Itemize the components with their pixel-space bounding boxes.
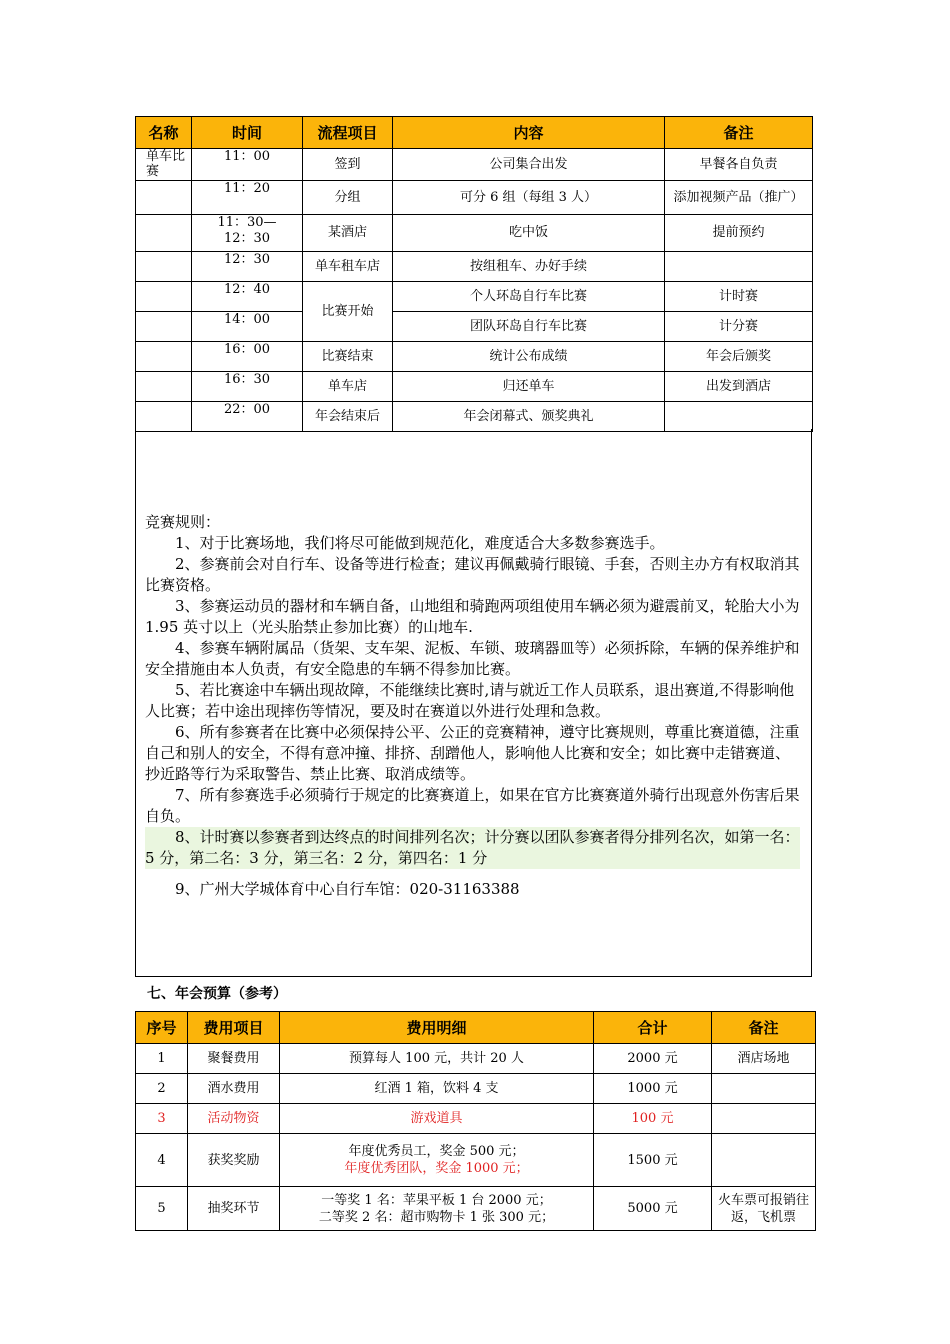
time-cell: 22：00 <box>192 402 303 432</box>
table-row <box>136 402 813 432</box>
process-cell: 单车店 <box>303 372 393 402</box>
table-row <box>136 1134 816 1187</box>
table-row <box>136 312 813 342</box>
rules-heading: 竞赛规则： <box>145 513 221 531</box>
content-cell: 可分 6 组（每组 3 人） <box>393 181 665 215</box>
header-content: 内容 <box>393 117 665 149</box>
table-row <box>136 1074 816 1104</box>
time-cell: 12：40 <box>192 282 303 312</box>
process-cell: 某酒店 <box>303 215 393 252</box>
process-cell: 分组 <box>303 181 393 215</box>
note-cell: 出发到酒店 <box>665 372 813 402</box>
header-note: 备注 <box>665 117 813 149</box>
item-cell: 抽奖环节 <box>188 1187 280 1231</box>
content-cell: 个人环岛自行车比赛 <box>393 282 665 312</box>
rule-item: 2、参赛前会对自行车、设备等进行检查；建议再佩戴骑行眼镜、手套，否则主办方有权取消其比赛资格。 <box>145 555 800 594</box>
rule-item: 8、计时赛以参赛者到达终点的时间排列名次；计分赛以团队参赛者得分排列名次，如第一名：5 分，第二名：3 分，第三名：2 分，第四名：1 分 <box>145 828 800 867</box>
rule-item: 3、参赛运动员的器材和车辆自备，山地组和骑跑两项组使用车辆必须为避震前叉，轮胎大小为 1.95 英寸以上（光头胎禁止参加比赛）的山地车. <box>145 597 800 636</box>
no-cell: 5 <box>136 1187 188 1231</box>
note-cell: 计分赛 <box>665 312 813 342</box>
budget-header-row <box>136 1012 816 1044</box>
note-cell <box>665 252 813 282</box>
content-cell: 统计公布成绩 <box>393 342 665 372</box>
schedule-header-row <box>136 117 813 149</box>
content-cell: 吃中饭 <box>393 215 665 252</box>
detail-cell: 游戏道具 <box>280 1104 594 1134</box>
detail-line: 二等奖 2 名：超市购物卡 1 张 300 元； <box>318 1209 555 1225</box>
note-cell: 早餐各自负责 <box>665 149 813 181</box>
header-process: 流程项目 <box>303 117 393 149</box>
note-cell: 计时赛 <box>665 282 813 312</box>
item-cell: 获奖奖励 <box>188 1134 280 1187</box>
header-item: 费用项目 <box>188 1012 280 1044</box>
time-cell: 11：00 <box>192 149 303 181</box>
content-cell: 归还单车 <box>393 372 665 402</box>
note-cell: 火车票可报销往返，飞机票 <box>712 1187 816 1231</box>
time-cell: 11：20 <box>192 181 303 215</box>
rule-item: 6、所有参赛者在比赛中必须保持公平、公正的竞赛精神，遵守比赛规则，尊重比赛道德，注重自己和别人的安全，不得有意冲撞、排挤、刮蹭他人，影响他人比赛和安全；如比赛中走错赛道、抄近路等行为采取警告、禁止比赛、取消成绩等。 <box>145 723 800 783</box>
total-cell: 100 元 <box>594 1104 712 1134</box>
note-cell: 添加视频产品（推广） <box>665 181 813 215</box>
table-row <box>136 252 813 282</box>
detail-cell: 红酒 1 箱，饮料 4 支 <box>280 1074 594 1104</box>
total-cell: 1000 元 <box>594 1074 712 1104</box>
rule-item: 7、所有参赛选手必须骑行于规定的比赛赛道上，如果在官方比赛赛道外骑行出现意外伤害后果自负。 <box>145 786 800 825</box>
process-cell: 比赛结束 <box>303 342 393 372</box>
process-cell: 年会结束后 <box>303 402 393 432</box>
table-row <box>136 181 813 215</box>
time-cell: 14：00 <box>192 312 303 342</box>
table-row <box>136 342 813 372</box>
content-cell: 按组租车、办好手续 <box>393 252 665 282</box>
rule-item: 4、参赛车辆附属品（货架、支车架、泥板、车锁、玻璃器皿等）必须拆除，车辆的保养维护和安全措施由本人负责，有安全隐患的车辆不得参加比赛。 <box>145 639 800 678</box>
content-cell: 公司集合出发 <box>393 149 665 181</box>
process-cell: 单车租车店 <box>303 252 393 282</box>
no-cell: 4 <box>136 1134 188 1187</box>
no-cell: 2 <box>136 1074 188 1104</box>
note-cell <box>712 1134 816 1187</box>
rules-section <box>145 512 800 900</box>
item-cell: 活动物资 <box>188 1104 280 1134</box>
detail-line: 一等奖 1 名：苹果平板 1 台 2000 元； <box>321 1192 552 1208</box>
table-row <box>136 1187 816 1231</box>
process-cell: 签到 <box>303 149 393 181</box>
note-cell <box>665 402 813 432</box>
budget-title: 七、年会预算（参考） <box>147 986 287 1002</box>
detail-cell: 预算每人 100 元，共计 20 人 <box>280 1044 594 1074</box>
total-cell: 2000 元 <box>594 1044 712 1074</box>
time-cell: 12：30 <box>192 252 303 282</box>
process-cell: 比赛开始 <box>303 282 393 342</box>
rule-item: 1、对于比赛场地，我们将尽可能做到规范化，难度适合大多数参赛选手。 <box>175 534 665 552</box>
header-note: 备注 <box>712 1012 816 1044</box>
detail-line: 年度优秀员工，奖金 500 元； <box>348 1144 525 1159</box>
note-cell: 年会后颁奖 <box>665 342 813 372</box>
time-cell: 16：00 <box>192 342 303 372</box>
header-total: 合计 <box>594 1012 712 1044</box>
detail-cell <box>280 1187 594 1231</box>
rule-item: 9、广州大学城体育中心自行车馆：020-31163388 <box>175 880 520 898</box>
table-row <box>136 282 813 312</box>
total-cell: 5000 元 <box>594 1187 712 1231</box>
note-cell <box>712 1104 816 1134</box>
table-row <box>136 215 813 252</box>
no-cell: 1 <box>136 1044 188 1074</box>
header-time: 时间 <box>192 117 303 149</box>
rule-item: 5、若比赛途中车辆出现故障，不能继续比赛时,请与就近工作人员联系，退出赛道,不得影响他人比赛；若中途出现摔伤等情况，要及时在赛道以外进行处理和急救。 <box>145 681 795 720</box>
total-cell: 1500 元 <box>594 1134 712 1187</box>
table-row <box>136 1104 816 1134</box>
detail-line-red: 年度优秀团队，奖金 1000 元； <box>344 1161 529 1176</box>
header-no: 序号 <box>136 1012 188 1044</box>
header-detail: 费用明细 <box>280 1012 594 1044</box>
detail-cell <box>280 1134 594 1187</box>
group-name: 单车比赛 <box>136 149 192 181</box>
budget-table <box>135 1011 816 1231</box>
no-cell: 3 <box>136 1104 188 1134</box>
content-cell: 团队环岛自行车比赛 <box>393 312 665 342</box>
header-name: 名称 <box>136 117 192 149</box>
content-cell: 年会闭幕式、颁奖典礼 <box>393 402 665 432</box>
table-row <box>136 1044 816 1074</box>
note-cell: 提前预约 <box>665 215 813 252</box>
table-row <box>136 149 813 181</box>
note-cell <box>712 1074 816 1104</box>
item-cell: 酒水费用 <box>188 1074 280 1104</box>
time-cell: 16：30 <box>192 372 303 402</box>
item-cell: 聚餐费用 <box>188 1044 280 1074</box>
time-cell: 11：30—12：30 <box>192 215 303 252</box>
table-row <box>136 372 813 402</box>
schedule-table <box>135 116 813 432</box>
note-cell: 酒店场地 <box>712 1044 816 1074</box>
